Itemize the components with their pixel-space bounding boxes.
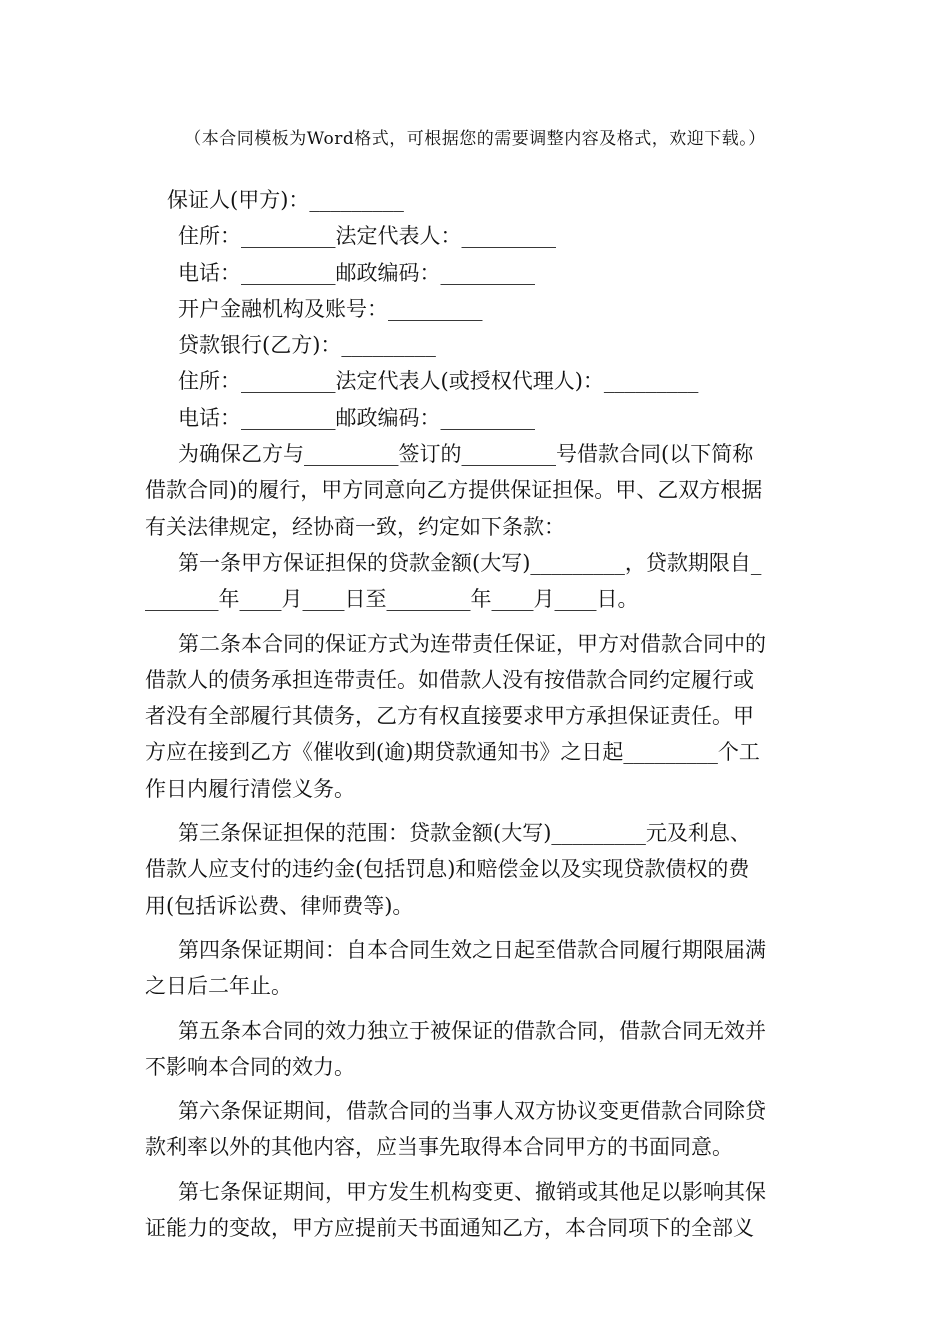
article-2-line: 方应在接到乙方《催收到(逾)期贷款通知书》之日起_________个工 [145,740,760,765]
preamble-line: 有关法律规定，经协商一致，约定如下条款： [145,514,565,539]
template-note: （本合同模板为Word格式，可根据您的需要调整内容及格式，欢迎下载。） [184,129,766,149]
contract-body [145,182,807,1246]
article-2-line: 第二条本合同的保证方式为连带责任保证，甲方对借款合同中的 [178,631,766,656]
article-4-line: 第四条保证期间：自本合同生效之日起至借款合同履行期限届满 [178,937,766,962]
article-2-line: 借款人的债务承担连带责任。如借款人没有按借款合同约定履行或 [145,667,754,692]
article-5-line: 第五条本合同的效力独立于被保证的借款合同，借款合同无效并 [178,1018,766,1043]
article-1-line: _______年____月____日至________年____月____日。 [145,587,639,612]
lender-address-line: 住所：_________法定代表人(或授权代理人)：_________ [178,369,699,394]
article-6-line: 第六条保证期间，借款合同的当事人双方协议变更借款合同除贷 [178,1099,766,1124]
preamble-line: 借款合同)的履行，甲方同意向乙方提供保证担保。甲、乙双方根据 [145,478,763,503]
lender-phone-line: 电话：_________邮政编码：_________ [178,405,535,430]
article-2-line: 者没有全部履行其债务，乙方有权直接要求甲方承担保证责任。甲 [145,704,754,729]
article-2-line: 作日内履行清偿义务。 [145,776,355,801]
article-3-line: 用(包括诉讼费、律师费等)。 [145,893,414,918]
guarantor-address-line: 住所：_________法定代表人：_________ [178,224,556,249]
guarantor-bank-account-line: 开户金融机构及账号：_________ [178,296,483,321]
article-3-line: 第三条保证担保的范围：贷款金额(大写)_________元及利息、 [178,821,751,846]
article-6-line: 款利率以外的其他内容，应当事先取得本合同甲方的书面同意。 [145,1135,733,1160]
guarantor-phone-line: 电话：_________邮政编码：_________ [178,260,535,285]
article-3-line: 借款人应支付的违约金(包括罚息)和赔偿金以及实现贷款债权的费 [145,857,750,882]
article-4-line: 之日后二年止。 [145,974,292,999]
article-7-line: 证能力的变故，甲方应提前天书面通知乙方，本合同项下的全部义 [145,1216,754,1241]
lender-bank-line: 贷款银行(乙方)：_________ [178,333,436,358]
article-1-line: 第一条甲方保证担保的贷款金额(大写)_________，贷款期限自_ [178,550,762,575]
preamble-line: 为确保乙方与_________签订的_________号借款合同(以下简称 [178,442,754,467]
article-5-line: 不影响本合同的效力。 [145,1054,355,1079]
article-7-line: 第七条保证期间，甲方发生机构变更、撤销或其他足以影响其保 [178,1179,766,1204]
guarantor-line: 保证人(甲方)：_________ [167,188,404,212]
